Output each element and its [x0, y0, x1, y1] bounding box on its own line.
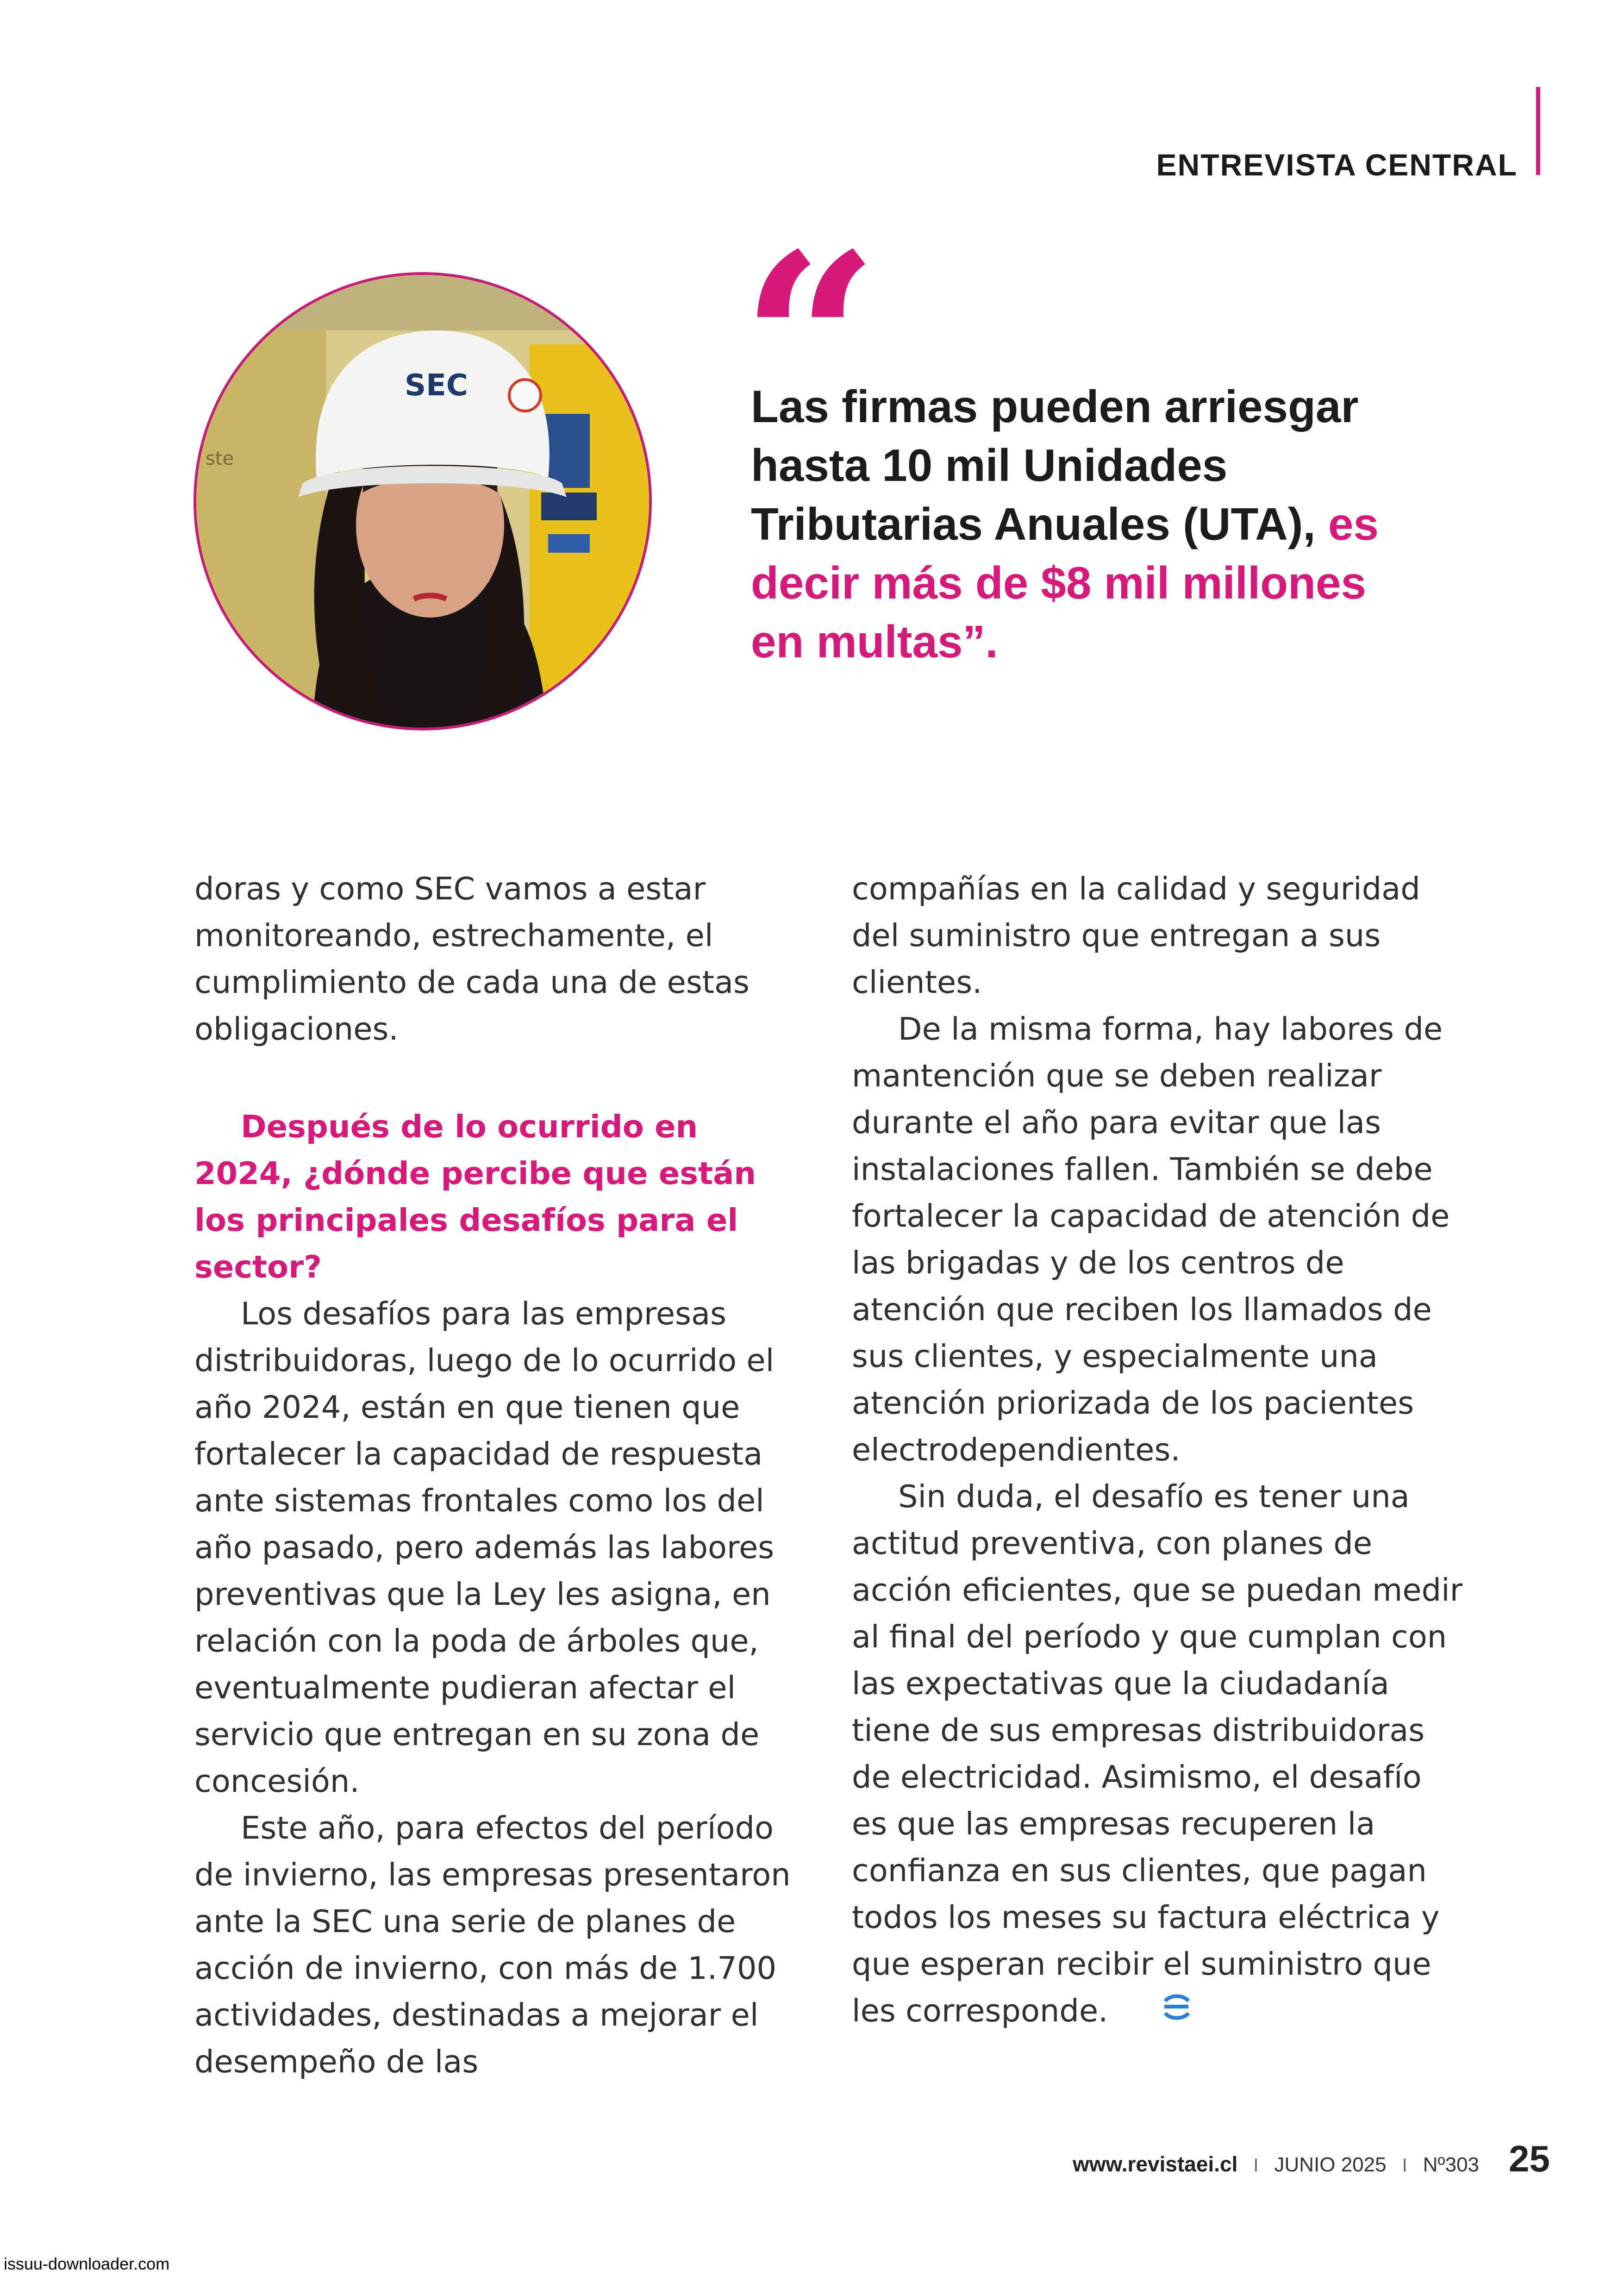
paragraph: compañías en la calidad y seguridad del suministro que entregan a sus clientes. [852, 871, 1420, 1000]
pull-quote-mark: “ [741, 201, 880, 484]
magazine-end-mark-icon [1114, 1989, 1193, 2036]
paragraph: Este año, para efectos del período de invierno, las empresas presentaron ante la SEC una serie de planes de acción de invierno, con más de 1.700 actividades, destinadas a mejorar el desempeño de las [194, 1810, 791, 2080]
paragraph-text: Sin duda, el desafío es tener una actitud preventiva, con planes de acción eficientes, que se puedan medir al final del período y que cumplan con las expectativas que la ciudadanía tiene de sus empresas distribuidoras de electricidad. Asimismo, el desafío es que las empresas recuperen la confianza en sus clientes, que pagan todos los meses su factura eléctrica y que esperan recibir el suministro que les corresponde. [852, 1478, 1463, 2029]
pull-quote [751, 377, 1408, 671]
watermark: issuu-downloader.com [4, 2254, 170, 2273]
page-footer [1073, 2138, 1550, 2180]
footer-website: www.revistaei.cl [1073, 2152, 1238, 2176]
pull-quote-highlight: es decir más de $8 mil millones en multas”. [751, 499, 1379, 667]
interviewee-photo [194, 272, 652, 730]
article-column-right [852, 866, 1463, 2036]
paragraph: doras y como SEC vamos a estar monitoreando, estrechamente, el cumplimiento de cada una de estas obligaciones. [194, 871, 750, 1047]
footer-date: JUNIO 2025 [1274, 2153, 1387, 2176]
footer-separator: I [1253, 2155, 1259, 2176]
paragraph [852, 1473, 1463, 2036]
paragraph: Los desafíos para las empresas distribuidoras, luego de lo ocurrido el año 2024, están en que tienen que fortalecer la capacidad de respuesta ante sistemas frontales como los del año pasado, pero además las labores preventivas que la Ley les asigna, en relación con la poda de árboles que, eventualmente pudieran afectar el servicio que entregan en su zona de concesión. [194, 1296, 775, 1799]
section-label: ENTREVISTA CENTRAL [1156, 148, 1518, 182]
background-sign-text: ste [206, 448, 234, 469]
footer-separator: I [1402, 2155, 1407, 2176]
interview-question: Después de lo ocurrido en 2024, ¿dónde percibe que están los principales desafíos para el sector? [194, 1109, 756, 1285]
page-number: 25 [1509, 2138, 1550, 2179]
pull-quote-text: Las firmas pueden arriesgar hasta 10 mil Unidades Tributarias Anuales (UTA), [751, 381, 1359, 549]
interviewee-portrait-illustration [196, 275, 652, 730]
article-column-left [194, 866, 806, 2085]
paragraph: De la misma forma, hay labores de mantención que se deben realizar durante el año para evitar que las instalaciones fallen. También se debe fortalecer la capacidad de atención de las brigadas y de los centros de atención que reciben los llamados de sus clientes, y especialmente una atención priorizada de los pacientes electrodependientes. [852, 1011, 1450, 1468]
footer-issue: Nº303 [1423, 2153, 1480, 2176]
helmet-logo-text: SEC [405, 368, 468, 403]
section-accent-bar [1536, 87, 1540, 175]
